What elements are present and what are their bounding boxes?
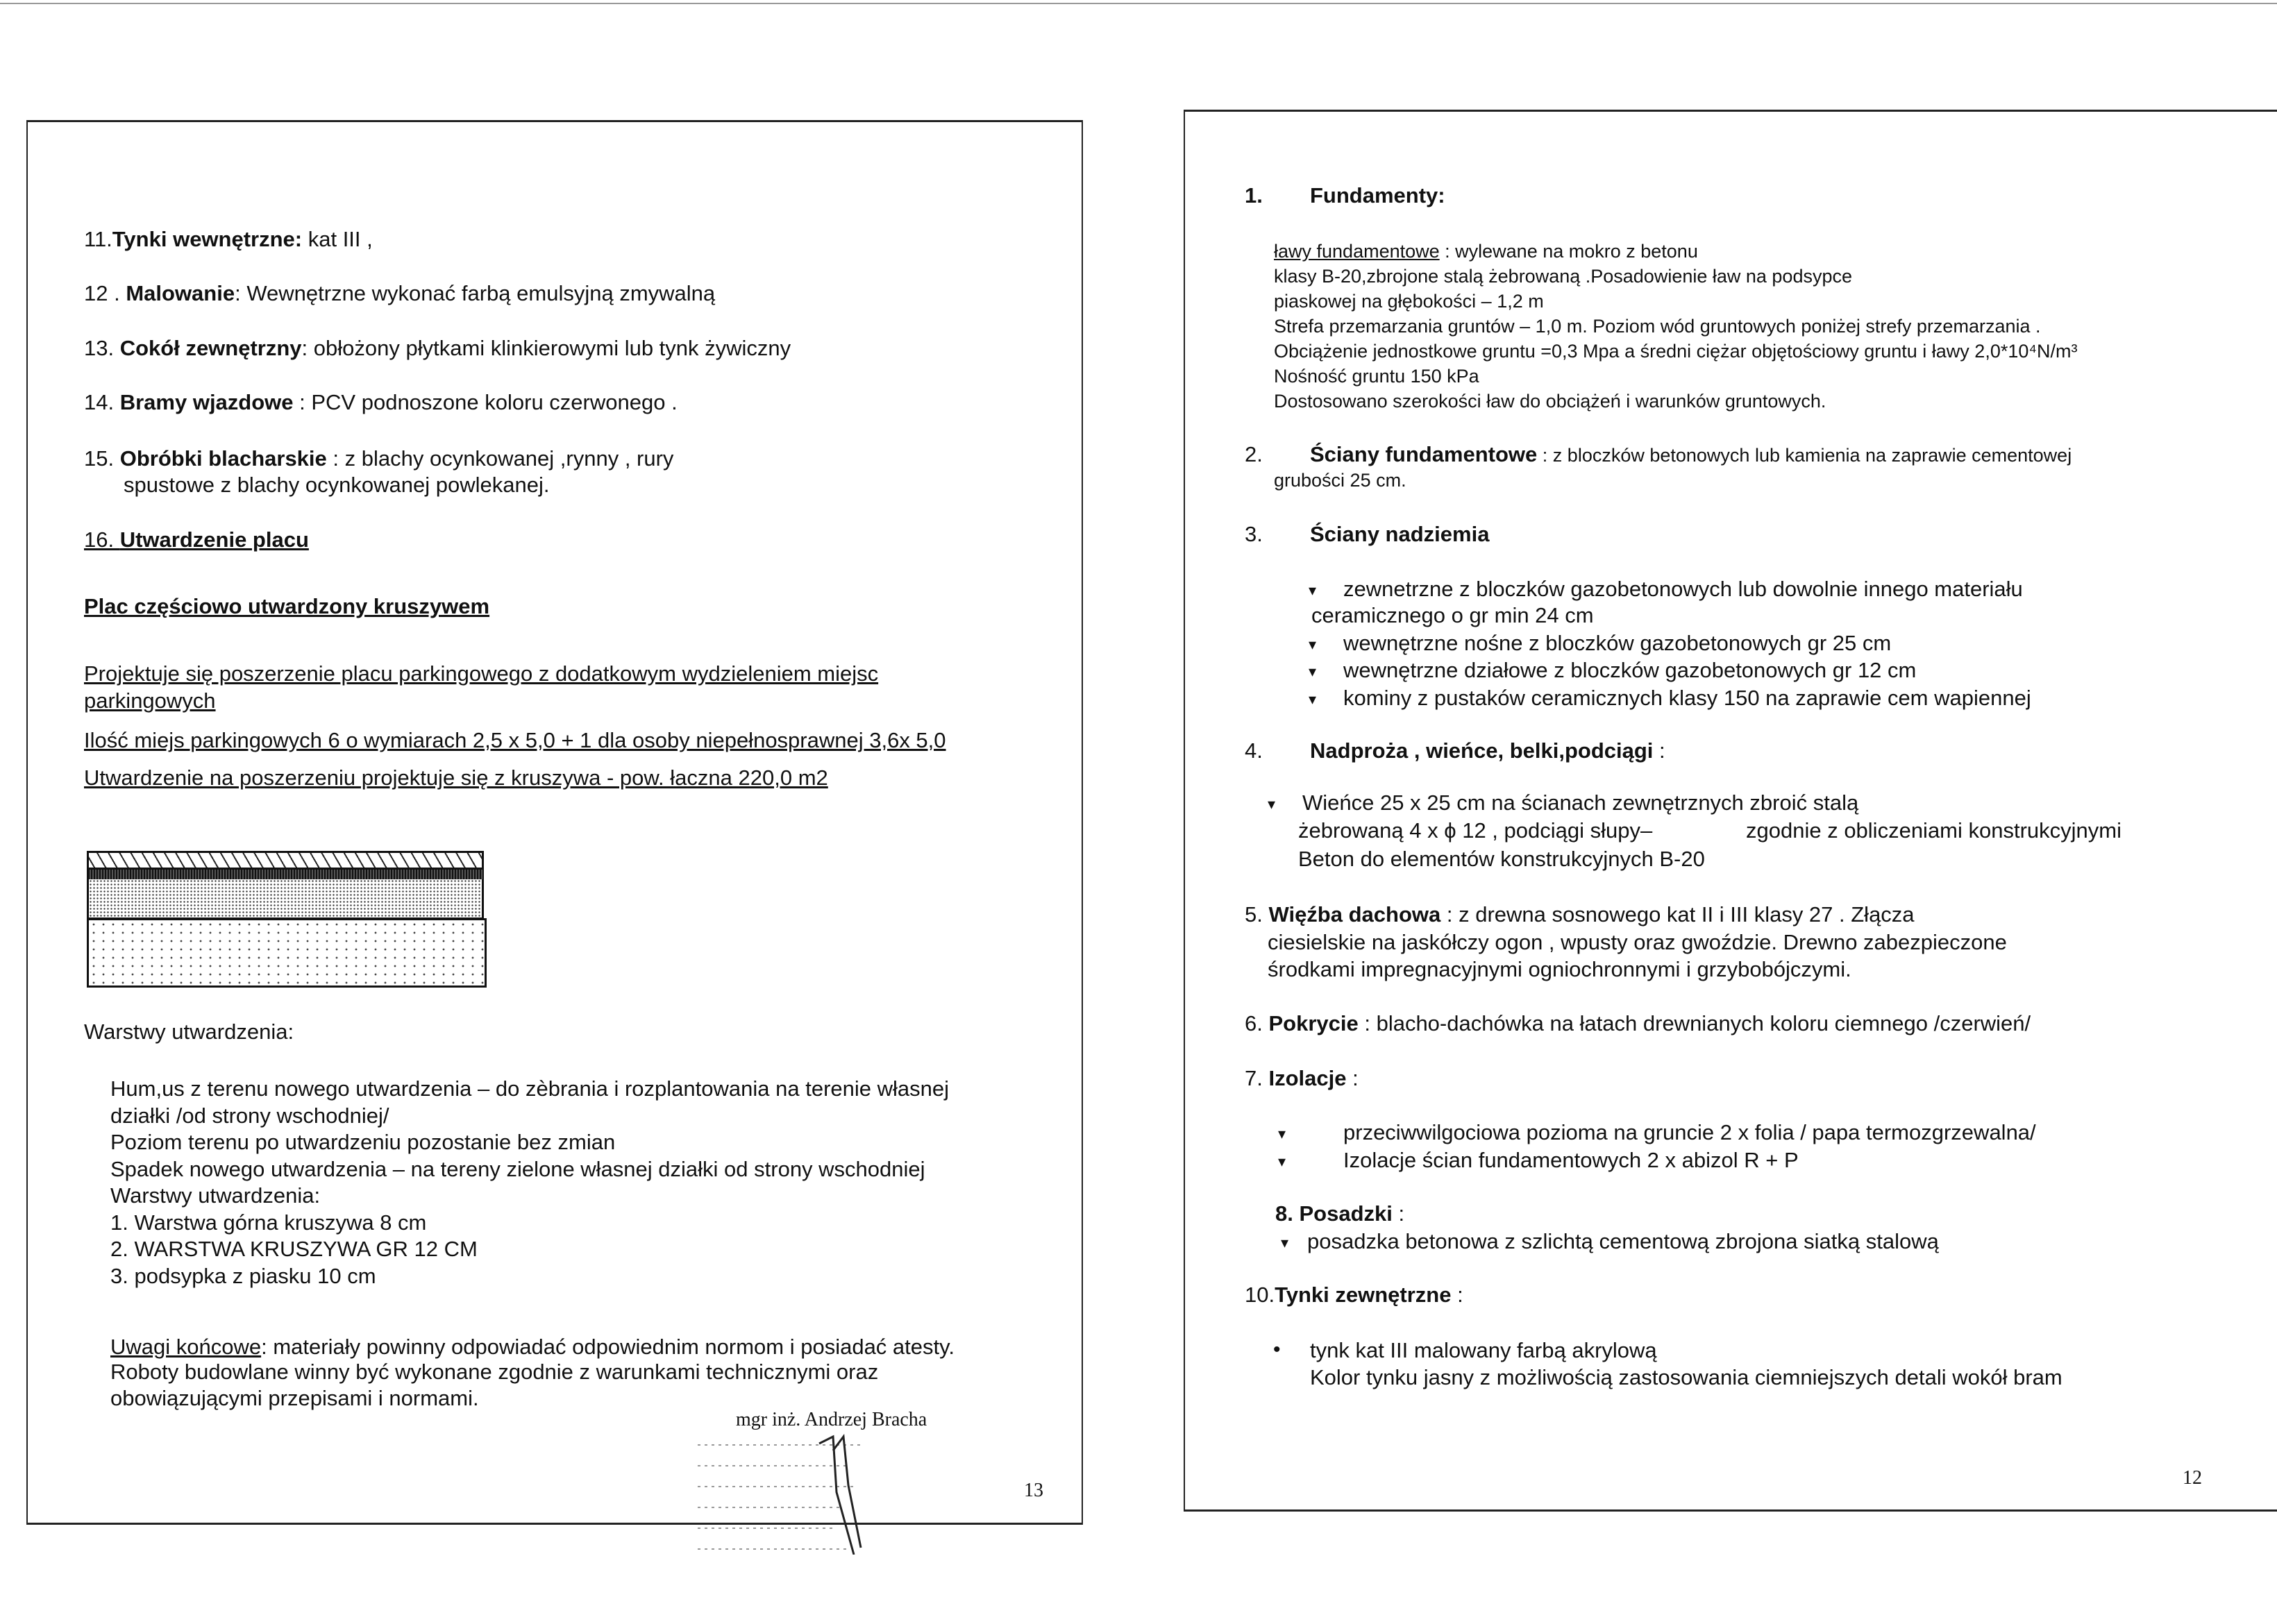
- arrowhead-bullet-icon: ▾: [1278, 1153, 1286, 1170]
- right-frame-left: [1184, 110, 1185, 1512]
- left-frame-left: [26, 120, 28, 1524]
- section-1-title: Fundamenty:: [1310, 183, 1445, 208]
- section-8: 8. Posadzki :: [1275, 1201, 1405, 1226]
- roof-line: ciesielskie na jaskółczy ogon , wpusty oraz gwoździe. Drewno zabezpieczone: [1268, 930, 2007, 954]
- section-3-title: Ściany nadziemia: [1310, 522, 1490, 546]
- layer-top-aggregate: [87, 851, 484, 870]
- section-2-title: Ściany fundamentowe : z bloczków betonowych lub kamienia na zaprawie cementowej: [1310, 442, 2072, 466]
- layer-subgrade: [87, 918, 487, 988]
- diagram-caption: Warstwy utwardzenia:: [84, 1020, 294, 1044]
- round-bullet-icon: •: [1273, 1338, 1281, 1361]
- walls-line: ceramicznego o gr min 24 cm: [1311, 603, 1594, 627]
- section-2: 2.: [1245, 442, 1263, 466]
- right-frame-top: [1184, 110, 2277, 112]
- walls-line: wewnętrzne działowe z bloczków gazobetonowych gr 12 cm: [1343, 658, 1917, 682]
- left-frame-right: [1082, 120, 1083, 1524]
- section-10: 10.Tynki zewnętrzne :: [1245, 1283, 1463, 1307]
- section-5: 5. Więźba dachowa : z drewna sosnowego kat II i III klasy 27 . Złącza: [1245, 902, 1915, 927]
- foundation-line: klasy B-20,zbrojone stalą żebrowaną .Posadowienie ław na podsypce: [1274, 266, 1852, 287]
- note-line: Poziom terenu po utwardzeniu pozostanie bez zmian: [110, 1130, 616, 1154]
- left-frame-top: [26, 120, 1083, 122]
- item-12: 12 . Malowanie: Wewnętrzne wykonać farbą emulsyjną zmywalną: [84, 281, 716, 305]
- foundation-line: Dostosowano szerokości ław do obciążeń i warunków gruntowych.: [1274, 391, 1826, 412]
- item-15: 15. Obróbki blacharskie : z blachy ocynkowanej ,rynny , rury: [84, 446, 674, 471]
- note-line: Hum,us z terenu nowego utwardzenia – do zèbrania i rozplantowania na terenie własnej: [110, 1076, 950, 1101]
- foundation-line: Strefa przemarzania gruntów – 1,0 m. Poziom wód gruntowych poniżej strefy przemarzania .: [1274, 316, 2041, 337]
- page-number: 12: [2183, 1467, 2202, 1489]
- arrowhead-bullet-icon: ▾: [1309, 582, 1317, 599]
- foundation-line: piaskowej na głębokości – 1,2 m: [1274, 291, 1544, 312]
- note-line: działki /od strony wschodniej/: [110, 1103, 389, 1128]
- note-line: 2. WARSTWA KRUSZYWA GR 12 CM: [110, 1237, 478, 1261]
- lintels-line: Wieńce 25 x 25 cm na ścianach zewnętrznych zbroić stalą: [1302, 790, 1859, 815]
- item-16-heading: 16. Utwardzenie placu: [84, 527, 309, 552]
- item-14: 14. Bramy wjazdowe : PCV podnoszone koloru czerwonego .: [84, 390, 678, 414]
- engineer-stamp: [694, 1409, 986, 1555]
- floor-line: posadzka betonowa z szlichtą cementową zbrojona siatką stalową: [1307, 1229, 1939, 1253]
- insulation-line: przeciwwilgociowa pozioma na gruncie 2 x folia / papa termozgrzewalna/: [1343, 1120, 2036, 1144]
- arrowhead-bullet-icon: ▾: [1309, 636, 1317, 653]
- arrowhead-bullet-icon: ▾: [1281, 1234, 1289, 1251]
- signature-scribble: [694, 1409, 986, 1555]
- plaster-line: tynk kat III malowany farbą akrylową: [1310, 1338, 1657, 1362]
- project-line: Projektuje się poszerzenie placu parkingowego z dodatkowym wydzieleniem miejsc: [84, 661, 879, 686]
- roof-line: środkami impregnacyjnymi ogniochronnymi i grzybobójczymi.: [1268, 957, 1851, 981]
- stamp-name: mgr inż. Andrzej Bracha: [736, 1409, 927, 1430]
- note-line: Warstwy utwardzenia:: [110, 1183, 321, 1208]
- section-6: 6. Pokrycie : blacho-dachówka na łatach drewnianych koloru ciemnego /czerwień/: [1245, 1011, 2031, 1035]
- arrowhead-bullet-icon: ▾: [1309, 663, 1317, 680]
- lintels-line: Beton do elementów konstrukcyjnych B-20: [1298, 847, 1705, 871]
- section-4-title: Nadproża , wieńce, belki,podciągi :: [1310, 738, 1665, 763]
- lintels-line: żebrowaną 4 x ϕ 12 , podciągi słupy–: [1298, 818, 1653, 843]
- section-4: 4.: [1245, 738, 1263, 763]
- project-line: Utwardzenie na poszerzeniu projektuje się z kruszywa - pow. łaczna 220,0 m2: [84, 766, 828, 790]
- insulation-line: Izolacje ścian fundamentowych 2 x abizol R + P: [1343, 1148, 1799, 1172]
- section-2-line2: grubości 25 cm.: [1274, 470, 1406, 491]
- item-15-line2: spustowe z blachy ocynkowanej powlekanej.: [124, 473, 550, 497]
- note-line: 1. Warstwa górna kruszywa 8 cm: [110, 1210, 427, 1235]
- plaster-line: Kolor tynku jasny z możliwością zastosowania ciemniejszych detali wokół bram: [1310, 1365, 2062, 1389]
- section-7: 7. Izolacje :: [1245, 1066, 1359, 1090]
- foundation-line: Obciążenie jednostkowe gruntu =0,3 Mpa a średni ciężar objętościowy gruntu i ławy 2,0*10⁴N/m³: [1274, 341, 2078, 362]
- final-line: Roboty budowlane winny być wykonane zgodnie z warunkami technicznymi oraz: [110, 1360, 879, 1384]
- scan-top-line: [0, 3, 2277, 4]
- note-line: Spadek nowego utwardzenia – na tereny zielone własnej działki od strony wschodniej: [110, 1157, 925, 1181]
- arrowhead-bullet-icon: ▾: [1268, 795, 1276, 813]
- foundation-line: ławy fundamentowe : wylewane na mokro z betonu: [1274, 241, 1698, 262]
- final-line: obowiązującymi przepisami i normami.: [110, 1386, 479, 1410]
- final-remarks: Uwagi końcowe: materiały powinny odpowiadać odpowiednim normom i posiadać atesty.: [110, 1335, 955, 1359]
- layer-sand: [87, 879, 484, 920]
- foundation-line: Nośność gruntu 150 kPa: [1274, 366, 1479, 387]
- arrowhead-bullet-icon: ▾: [1309, 691, 1317, 708]
- project-line: parkingowych: [84, 688, 216, 713]
- item-13: 13. Cokół zewnętrzny: obłożony płytkami klinkierowymi lub tynk żywiczny: [84, 336, 791, 360]
- walls-line: kominy z pustaków ceramicznych klasy 150 na zaprawie cem wapiennej: [1343, 686, 2031, 710]
- subheading: Plac częściowo utwardzony kruszywem: [84, 594, 490, 618]
- item-11: 11.Tynki wewnętrzne: kat III ,: [84, 227, 373, 251]
- page-number: 13: [1024, 1480, 1043, 1501]
- arrowhead-bullet-icon: ▾: [1278, 1125, 1286, 1142]
- walls-line: zewnetrzne z bloczków gazobetonowych lub dowolnie innego materiału: [1343, 577, 2023, 601]
- section-3: 3.: [1245, 522, 1263, 546]
- note-line: 3. podsypka z piasku 10 cm: [110, 1264, 376, 1288]
- lintels-line: zgodnie z obliczeniami konstrukcyjnymi: [1746, 818, 2122, 843]
- right-frame-bottom: [1184, 1509, 2277, 1512]
- walls-line: wewnętrzne nośne z bloczków gazobetonowych gr 25 cm: [1343, 631, 1892, 655]
- section-1: 1.: [1245, 183, 1263, 208]
- project-line: Ilość miejs parkingowych 6 o wymiarach 2,5 x 5,0 + 1 dla osoby niepełnosprawnej 3,6x 5,0: [84, 728, 946, 752]
